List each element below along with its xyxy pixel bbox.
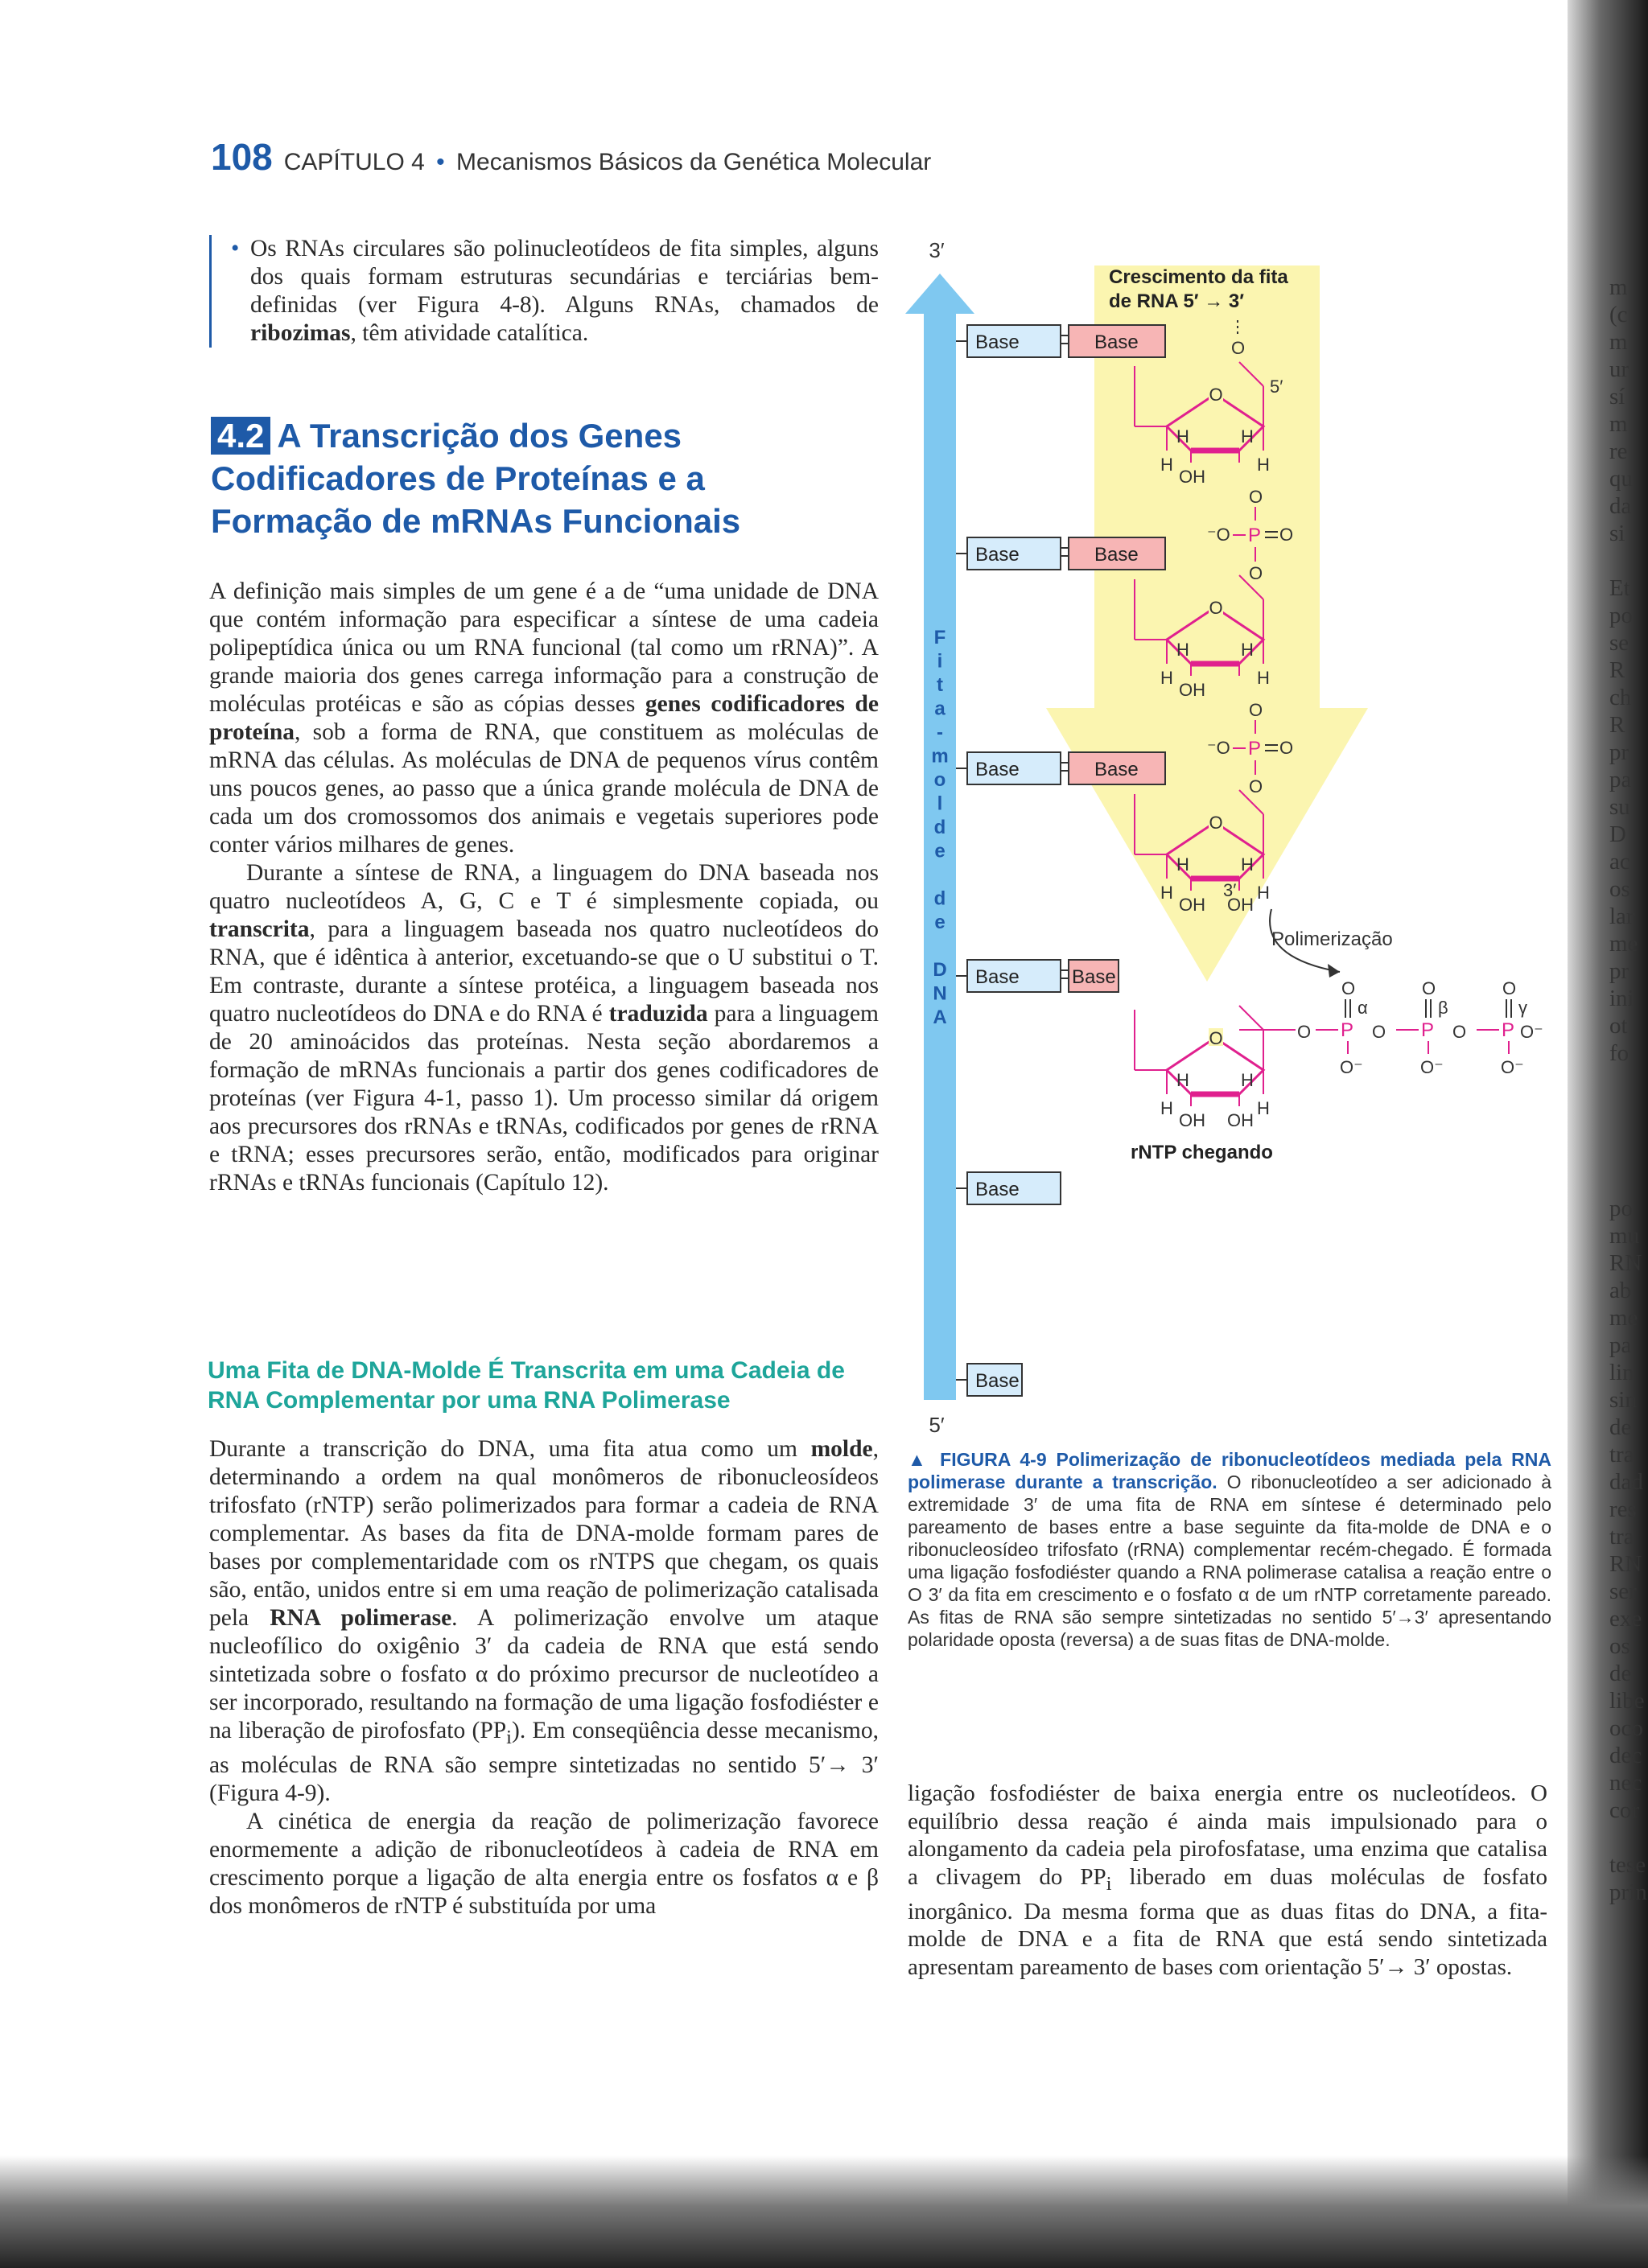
svg-text:H: H [1257, 1098, 1270, 1118]
edge-fragment: R [1609, 657, 1625, 683]
phosphorus: P [1248, 525, 1262, 546]
edge-fragment: m [1609, 329, 1628, 355]
template-label-char: N [933, 982, 947, 1005]
template-label-char: - [937, 722, 943, 743]
bullet-item: • Os RNAs circulares são polinucleotídeos de fita simples, alguns dos quais formam estruturas secundárias e terciárias bem-definidas (ver Figura 4-8). Alguns RNAs, chamados de ribozimas, têm atividade catalítica. [229, 235, 879, 348]
edge-fragment: mu [1609, 1223, 1640, 1249]
edge-fragment: re [1609, 438, 1628, 464]
edge-fragment: RN [1609, 1250, 1642, 1276]
template-base-label: Base [975, 331, 1020, 353]
template-base-label: Base [975, 544, 1020, 566]
svg-text:O: O [1249, 700, 1263, 720]
page-header [211, 135, 931, 179]
template-label-char: d [933, 817, 946, 838]
svg-text:O: O [1452, 1022, 1467, 1042]
page-number: 108 [211, 136, 273, 178]
template-5prime-label: 5′ [929, 1413, 945, 1437]
svg-text:H: H [1176, 1070, 1189, 1090]
section-number: 4.2 [211, 417, 270, 455]
edge-fragment: pa [1609, 767, 1632, 792]
template-label-char: i [937, 650, 943, 673]
phosphate-greek-label: α [1358, 998, 1368, 1018]
paragraph-3: Durante a transcrição do DNA, uma fita atua como um molde, determinando a ordem na qual monômeros de ribonucleosídeos trifosfato (rNTP) serão polimerizados para formar a cadeia de RNA complementar. As bases da fita de DNA-molde formam pares de bases por complementaridade com os rNTPS que chegam, os quais são, então, unidos entre si em uma reação de polimerização catalisada pela RNA polimerase. A polimerização envolve um ataque nucleofílico do oxigênio 3′ da cadeia de RNA que está sendo sintetizada sobre o fosfato α do próximo precursor de nucleotídeo a ser incorporado, resultando na formação de uma ligação fosfodiéster e na liberação de pirofosfato $(PP_i)$. Em conseqüência desse mecanismo, as moléculas de RNA são sempre sintetizadas no sentido 5′→ 3′ (Figura 4-9). [209, 1436, 879, 1806]
edge-fragment: de [1609, 1661, 1632, 1686]
ring-oxygen: O [1209, 1028, 1223, 1048]
template-label-char: o [933, 769, 946, 791]
edge-fragment: pr [1609, 958, 1629, 984]
header-separator: • [436, 149, 445, 175]
growth-label-line1: Crescimento da fita [1109, 266, 1288, 288]
paragraph-4: A cinética de energia da reação de polimerização favorece enormemente a adição de ribonucleotídeos à cadeia de RNA em crescimento porque a ligação de alta energia entre os fosfatos α e β dos monômeros de rNTP é substituída por uma [209, 1808, 879, 1919]
edge-fragment: nec [1609, 1770, 1642, 1796]
svg-text:H: H [1176, 854, 1189, 875]
edge-fragment: (c [1609, 302, 1628, 327]
edge-fragment: os [1609, 1633, 1630, 1659]
paragraph-1: A definição mais simples de um gene é a de “uma unidade de DNA que contém informação para especificar a síntese de uma cadeia polipeptídica única ou um RNA funcional (tal como um rRNA)”. A grande maioria dos genes carrega informação para a construção de moléculas protéicas e são as cópias desses genes codificadores de proteína, sob a forma de RNA, que constituem as moléculas de mRNA das células. As moléculas de DNA de pequenos vírus contêm uns poucos genes, ao passo que a única grande molécula de DNA de cada um dos cromossomos dos animais e vegetais superiores pode conter vários milhares de genes. [209, 578, 879, 858]
figure-4-9 [901, 233, 1561, 1440]
edge-fragment: su [1609, 794, 1630, 820]
edge-fragment: res [1609, 1496, 1637, 1522]
growth-label-line2: de RNA 5′ → 3′ [1109, 290, 1244, 312]
caption-body: O ribonucleotídeo a ser adicionado à extremidade 3′ de uma fita de RNA em síntese é determinado pelo pareamento de bases entre a base seguinte da fita-molde de DNA e o ribonucleosídeo trifosfato (rRNA) complementar recém-chegado. É formada uma ligação fosfodiéster quando a RNA polimerase catalisa a reação entre o O 3′ da fita em crescimento e o fosfato α de um rNTP corretamente pareado. As fitas de RNA são sempre sintetizadas no sentido 5′→3′ apresentando polaridade oposta (reversa) a de suas fitas de DNA-molde. [908, 1472, 1552, 1650]
bullet-note [209, 235, 879, 348]
edge-fragment: po [1609, 1196, 1633, 1221]
svg-text:OH: OH [1179, 895, 1205, 915]
edge-fragment: ini [1609, 986, 1634, 1011]
phosphorus: P [1341, 1019, 1354, 1041]
svg-text:O⁻: O⁻ [1340, 1057, 1363, 1077]
left-column-text-2 [209, 1435, 879, 1920]
edge-fragment: me [1609, 931, 1638, 957]
caption-title: ▲ FIGURA 4-9 Polimerização de ribonucleotídeos mediada pela RNA polimerase durante a transcrição. [908, 1449, 1551, 1492]
ring-oxygen: O [1209, 385, 1223, 405]
svg-text:H: H [1160, 455, 1173, 475]
template-label-char: e [934, 912, 946, 933]
edge-fragment: libe [1609, 1688, 1645, 1714]
edge-fragment: tese [1609, 1852, 1646, 1878]
template-label-char: D [933, 959, 947, 981]
template-label-char: d [933, 887, 946, 910]
rna-base-label: Base [1072, 966, 1116, 988]
svg-text:H: H [1257, 883, 1270, 903]
template-label-char: F [933, 627, 946, 648]
edge-fragment: tra [1609, 1524, 1634, 1550]
svg-text:O⁻: O⁻ [1420, 1057, 1444, 1077]
svg-text:H: H [1241, 1070, 1254, 1090]
svg-text:5′: 5′ [1270, 377, 1283, 397]
svg-text:O: O [1502, 978, 1517, 998]
subsection-heading: Uma Fita de DNA-Molde É Transcrita em uma Cadeia de RNA Complementar por uma RNA Polimerase [208, 1357, 845, 1414]
template-label-char: A [933, 1006, 947, 1028]
template-label-char: e [934, 840, 946, 862]
incoming-rntp [1061, 960, 1270, 1130]
edge-fragment: ser [1609, 1579, 1637, 1604]
svg-text:O: O [1279, 738, 1294, 758]
edge-fragment: dec [1609, 1743, 1642, 1768]
phosphorus: P [1502, 1019, 1515, 1041]
template-base-label: Base [975, 966, 1020, 988]
edge-fragment: fo [1609, 1040, 1629, 1066]
template-label-char: l [937, 792, 943, 815]
svg-text:⁻O: ⁻O [1207, 738, 1230, 758]
svg-text:H: H [1160, 883, 1173, 903]
svg-text:H: H [1257, 668, 1270, 688]
template-base-label: Base [975, 759, 1020, 780]
svg-text:O: O [1231, 338, 1246, 358]
edge-fragment: ac [1609, 849, 1630, 875]
svg-text:H: H [1176, 640, 1189, 660]
figure-caption [908, 1448, 1551, 1651]
edge-fragment: sí [1609, 384, 1625, 410]
polymerization-label: Polimerização [1271, 928, 1393, 950]
edge-fragment: si [1609, 521, 1625, 546]
svg-text:O: O [1372, 1022, 1386, 1042]
edge-fragment [1609, 1824, 1648, 1851]
edge-fragment: qu [1609, 466, 1633, 492]
edge-fragment: me [1609, 1305, 1638, 1331]
svg-text:O: O [1249, 776, 1263, 796]
triphosphate-group [1239, 978, 1543, 1077]
svg-text:OH: OH [1227, 895, 1254, 915]
svg-text:H: H [1160, 1098, 1173, 1118]
edge-fragment: de [1609, 1414, 1632, 1440]
left-column-text [209, 578, 879, 1197]
template-base-label: Base [975, 1179, 1020, 1200]
svg-text:H: H [1257, 455, 1270, 475]
page-bottom-shadow [0, 2155, 1648, 2268]
paragraph-2: Durante a síntese de RNA, a linguagem do DNA baseada nos quatro nucleotídeos A, G, C e T é simplesmente copiada, ou transcrita, para a linguagem baseada nos quatro nucleotídeos do RNA, que é idêntica à anterior, excetuando-se que o U substitui o T. Em contraste, durante a síntese protéica, a linguagem baseada nos quatro nucleotídeos do DNA e do RNA é traduzida para a linguagem de 20 aminoácidos das proteínas. Nesta seção abordaremos a formação de mRNAs funcionais a partir dos genes codificadores de proteínas (ver Figura 4-1, passo 1). Um processo similar dá origem aos precursores dos rRNAs e tRNAs, codificados por genes de rRNA e tRNA; esses precursores serão, então, modificados para originar rRNAs e tRNAs funcionais (Capítulo 12). [209, 860, 879, 1196]
svg-text:O: O [1249, 487, 1263, 507]
edge-fragment [1609, 547, 1648, 574]
edge-fragment: pr [1609, 739, 1629, 765]
edge-fragment: po [1609, 603, 1633, 628]
svg-text:H: H [1241, 426, 1254, 447]
svg-text:OH: OH [1179, 1110, 1205, 1130]
rna-base-label: Base [1094, 331, 1139, 353]
svg-text:O: O [1279, 525, 1294, 545]
edge-fragment: lin [1609, 1360, 1634, 1385]
svg-text:H: H [1176, 426, 1189, 447]
svg-text:H: H [1241, 640, 1254, 660]
phosphate-greek-label: γ [1518, 998, 1527, 1018]
edge-fragment: lar [1609, 903, 1634, 929]
template-label-char: m [931, 745, 949, 768]
edge-fragment: cor [1609, 1797, 1640, 1823]
svg-text:O: O [1249, 563, 1263, 583]
next-page-fragments-2 [1609, 1195, 1648, 1906]
edge-fragment: os [1609, 876, 1630, 902]
edge-fragment: se [1609, 630, 1629, 656]
rna-base-label: Base [1094, 759, 1139, 780]
svg-text:H: H [1160, 668, 1173, 688]
svg-text:O: O [1341, 978, 1356, 998]
edge-fragment: D [1609, 821, 1626, 847]
template-label-char: t [937, 674, 943, 696]
ring-oxygen: O [1209, 813, 1223, 833]
edge-fragment: RN [1609, 1551, 1642, 1577]
rna-base-label: Base [1094, 544, 1139, 566]
edge-fragment: Et [1609, 575, 1630, 601]
svg-text:O⁻: O⁻ [1501, 1057, 1524, 1077]
edge-fragment: ch [1609, 685, 1632, 710]
section-title: A Transcrição dos Genes Codificadores de Proteínas e a Formação de mRNAs Funcionais [211, 417, 741, 540]
section-heading [211, 414, 871, 542]
edge-fragment: exe [1609, 1606, 1642, 1632]
edge-fragment: m [1609, 274, 1628, 300]
svg-text:OH: OH [1179, 680, 1205, 700]
edge-fragment: da [1609, 493, 1632, 519]
next-page-fragments [1609, 274, 1648, 1067]
edge-fragment: m [1609, 411, 1628, 437]
svg-text:O: O [1297, 1022, 1312, 1042]
edge-fragment: ur [1609, 356, 1629, 382]
edge-fragment: prin [1609, 1879, 1647, 1905]
template-base-label: Base [975, 1370, 1020, 1392]
incoming-rntp-label: rNTP chegando [1131, 1142, 1273, 1163]
svg-text:⁻O: ⁻O [1207, 525, 1230, 545]
edge-fragment: oco [1609, 1715, 1643, 1741]
edge-fragment: R [1609, 712, 1625, 738]
ring-oxygen: O [1209, 598, 1223, 618]
svg-text:O: O [1422, 978, 1436, 998]
paragraph-right: ligação fosfodiéster de baixa energia entre os nucleotídeos. O equilíbrio dessa reação é ainda mais impulsionado para o alongamento da cadeia pela pirofosfatase, uma enzima que catalisa a clivagem do $PP_i$ liberado em duas moléculas de fosfato inorgânico. Da mesma forma que as duas fitas do DNA, a fita-molde de DNA e a fita de RNA que está sendo sintetizada apresentam pareamento de bases com orientação 5′→ 3′ opostas. [908, 1780, 1547, 1980]
chapter-title: Mecanismos Básicos da Genética Molecular [456, 149, 932, 175]
svg-text:O⁻: O⁻ [1520, 1022, 1543, 1042]
svg-text:3′: 3′ [1223, 880, 1237, 900]
edge-fragment: tra [1609, 1442, 1634, 1467]
right-column-text [908, 1780, 1547, 1981]
phosphorus: P [1421, 1019, 1435, 1041]
template-3prime-label: 3′ [929, 238, 945, 262]
phosphorus: P [1248, 738, 1262, 759]
edge-fragment: ot [1609, 1013, 1628, 1039]
edge-fragment: sin [1609, 1387, 1637, 1413]
svg-text:OH: OH [1179, 467, 1205, 487]
svg-text:OH: OH [1227, 1110, 1254, 1130]
growth-direction-arrow [1046, 265, 1368, 982]
chapter-label: CAPÍTULO 4 [283, 149, 425, 175]
edge-fragment: pa [1609, 1332, 1632, 1358]
template-label-char: a [934, 698, 946, 720]
edge-fragment: dad [1609, 1469, 1643, 1495]
phosphate-greek-label: β [1438, 998, 1448, 1018]
svg-text:H: H [1241, 854, 1254, 875]
edge-fragment: ab [1609, 1278, 1632, 1303]
